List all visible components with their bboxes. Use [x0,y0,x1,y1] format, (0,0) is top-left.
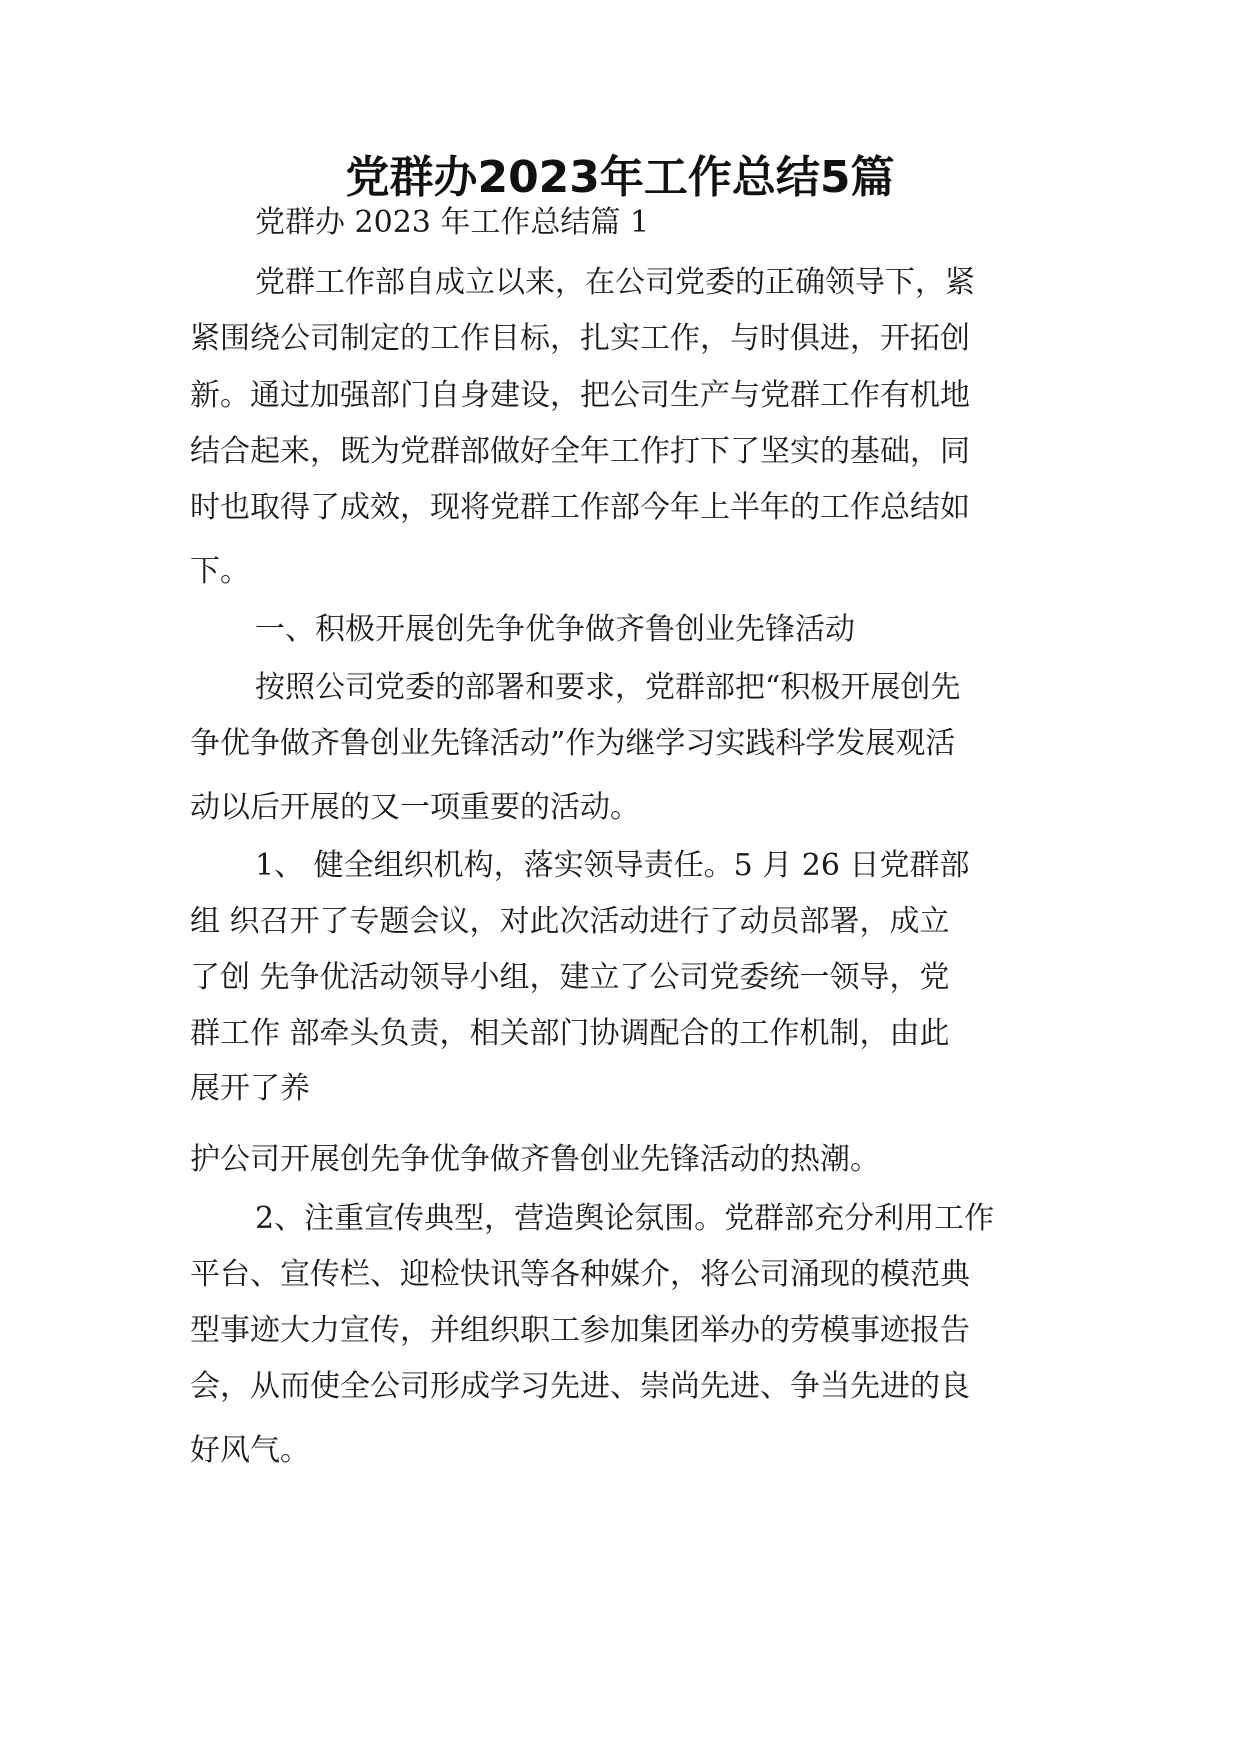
paragraph-line: 了创 先争优活动领导小组，建立了公司党委统一领导，党 [190,960,950,995]
paragraph-line: 好风气。 [190,1433,310,1468]
paragraph-line: 新。通过加强部门自身建设，把公司生产与党群工作有机地 [190,378,970,413]
paragraph-line: 下。 [190,554,250,589]
paragraph-line: 1、 健全组织机构，落实领导责任。5 月 26 日党群部 [255,848,970,883]
paragraph-line: 型事迹大力宣传，并组织职工参加集团举办的劳模事迹报告 [190,1313,970,1348]
paragraph-line: 紧围绕公司制定的工作目标，扎实工作，与时俱进，开拓创 [190,321,970,356]
subheading-line: 一、积极开展创先争优争做齐鲁创业先锋活动 [255,612,855,647]
section-heading-1: 党群办 2023 年工作总结篇 1 [255,205,650,240]
paragraph-line: 展开了养 [190,1071,310,1106]
paragraph-line: 平台、宣传栏、迎检快讯等各种媒介，将公司涌现的模范典 [190,1257,970,1292]
paragraph-line: 动以后开展的又一项重要的活动。 [190,790,640,825]
paragraph-line: 群工作 部牵头负责，相关部门协调配合的工作机制，由此 [190,1016,950,1051]
paragraph-line: 护公司开展创先争优争做齐鲁创业先锋活动的热潮。 [190,1142,880,1177]
document-title: 党群办2023年工作总结5篇 [345,152,895,203]
paragraph-line: 时也取得了成效，现将党群工作部今年上半年的工作总结如 [190,490,970,525]
paragraph-line: 党群工作部自成立以来，在公司党委的正确领导下，紧 [255,265,975,300]
paragraph-line: 2、注重宣传典型，营造舆论氛围。党群部充分利用工作 [255,1201,995,1236]
paragraph-line: 会，从而使全公司形成学习先进、崇尚先进、争当先进的良 [190,1369,970,1404]
paragraph-line: 结合起来，既为党群部做好全年工作打下了坚实的基础，同 [190,434,970,469]
paragraph-line: 按照公司党委的部署和要求，党群部把“积极开展创先 [255,670,961,705]
paragraph-line: 组 织召开了专题会议，对此次活动进行了动员部署，成立 [190,904,950,939]
paragraph-line: 争优争做齐鲁创业先锋活动”作为继学习实践科学发展观活 [190,726,956,761]
